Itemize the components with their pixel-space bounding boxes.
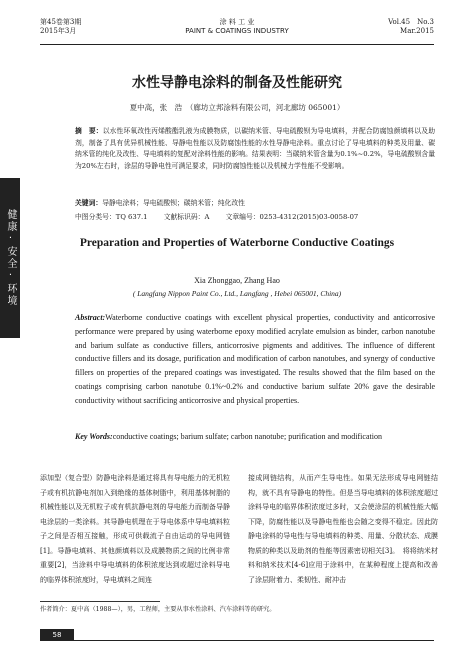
clc-number: 中图分类号：TQ 637.1 xyxy=(75,213,148,221)
keywords-cn-text: 导静电涂料；导电硫酸钡；碳纳米管；纯化改性 xyxy=(102,199,245,207)
header-right xyxy=(388,18,434,36)
abstract-cn-text: 以水性环氧改性丙烯酸酯乳液为成膜物质，以碳纳米管、导电硫酸钡为导电填料，并配合防腐蚀颜填料以及助剂，制备了具有优异机械性能、导静电性能以及防腐蚀性能的水性导静电涂料。重点讨论了导电填料的种类及用量、碳纳米管的纯化及改性、导电填料的复配对涂料性能的影响。结果表明：当碳纳米管含量为0.1%~0.2%，导电硫酸钡含量为20%左右时，涂层的导静电性可满足要求，同时防腐蚀性能以及机械力学性能不受影响。 xyxy=(75,127,435,170)
affiliation-en: ( Langfang Nippon Paint Co., Ltd., Langfang , Hebei 065001, China) xyxy=(132,289,342,298)
journal-name-en: PAINT & COATINGS INDUSTRY xyxy=(185,27,289,35)
article-title-en: Preparation and Properties of Waterborne Conductive Coatings xyxy=(79,237,395,249)
body-column-left: 添加型（复合型）防静电涂料是通过将具有导电能力的无机粒子或有机抗静电剂加入到绝缘的基体树脂中，利用基体树脂的机械性能以及无机粒子或有机抗静电剂的导电能力而制备导静电涂层的一类涂料。其导静电机理在于导电体系中导电填料粒子之间是否相互接触，形成可供载流子自由运动的导电网链[1]。导静电填料、其他颜填料以及成膜物质之间的比例非常重要[2]，当涂料中导电填料的体积浓度达到或超过涂料导电的临界体积浓度时，导电填料之间连 xyxy=(40,474,230,584)
running-header xyxy=(0,18,474,44)
section-side-tab: 健康·安全·环境 xyxy=(0,178,20,338)
page-number: 58 xyxy=(40,629,74,641)
abstract-cn xyxy=(75,126,435,172)
author-footnote: 作者简介：夏中高（1988—），男，工程师，主要从事水性涂料、汽车涂料等的研究。 xyxy=(40,606,276,613)
body-column-right: 接成网链结构，从而产生导电性。如果无法形成导电网链结构，就不具有导静电的特性。但是当导电填料的体积浓度超过涂料导电的临界体积浓度过多时，又会使涂层的机械性能大幅下降，防腐性能以及导静电性能也会随之变得不稳定。因此防静电涂料的导电性与导电填料的种类、用量、分散状态、成膜物质的种类以及助剂的性能等因素密切相关[3]。 将将纳米材料和纳米技术[4-6]应用于涂料中，在某种程度上提高和改善了涂层附着力、柔韧性、耐冲击 xyxy=(248,474,438,584)
abstract-en-label: Abstract: xyxy=(75,313,106,322)
document-code: 文献标识码：A xyxy=(163,213,210,221)
abstract-en xyxy=(75,311,435,408)
keywords-en-label: Key Words: xyxy=(75,432,113,441)
volume-en: Vol.45 No.3 xyxy=(388,18,434,26)
abstract-cn-label: 摘 要： xyxy=(75,127,103,135)
date-cn: 2015年3月 xyxy=(40,27,77,35)
footer-rule xyxy=(74,640,434,641)
date-en: Mar.2015 xyxy=(400,27,434,35)
keywords-en-text: conductive coatings; barium sulfate; carbon nanotube; purification and modification xyxy=(112,432,382,441)
article-number: 文章编号：0253-4312(2015)03-0058-07 xyxy=(225,213,359,221)
header-rule xyxy=(40,44,434,45)
authors-en: Xia Zhonggao, Zhang Hao xyxy=(194,276,280,285)
keywords-cn-label: 关键词： xyxy=(75,199,103,207)
keywords-cn xyxy=(75,198,435,209)
abstract-en-text: Waterborne conductive coatings with excellent physical properties, conductivity and anticorrosive performance were prepared by using waterborne epoxy modified acrylate emulsion as binder, carbon nanotube and barium sulfate as conductive fillers, anticorrosive pigments and additives. The influence of different conductive fillers and its dosage, purification and modification of carbon nanotubes, and synergy of conductive fillers on properties of the prepared coatings was investigated. The results showed that the film based on the coatings comprising carbon nanotube 0.1%~0.2% and conductive barium sulfate 20% gave the desirable conductivity without sacrificing anticorrosive and physical properties. xyxy=(75,313,435,405)
authors-cn: 夏中高，张 浩 （廊坊立邦涂料有限公司，河北廊坊 065001） xyxy=(129,103,345,112)
article-title-cn: 水性导静电涂料的制备及性能研究 xyxy=(132,75,342,91)
footnote-rule xyxy=(40,601,160,602)
keywords-en xyxy=(75,430,435,444)
volume-cn: 第45卷第3期 xyxy=(40,18,82,26)
classification-meta xyxy=(75,211,435,221)
journal-name-cn: 涂 料 工 业 xyxy=(219,18,255,26)
